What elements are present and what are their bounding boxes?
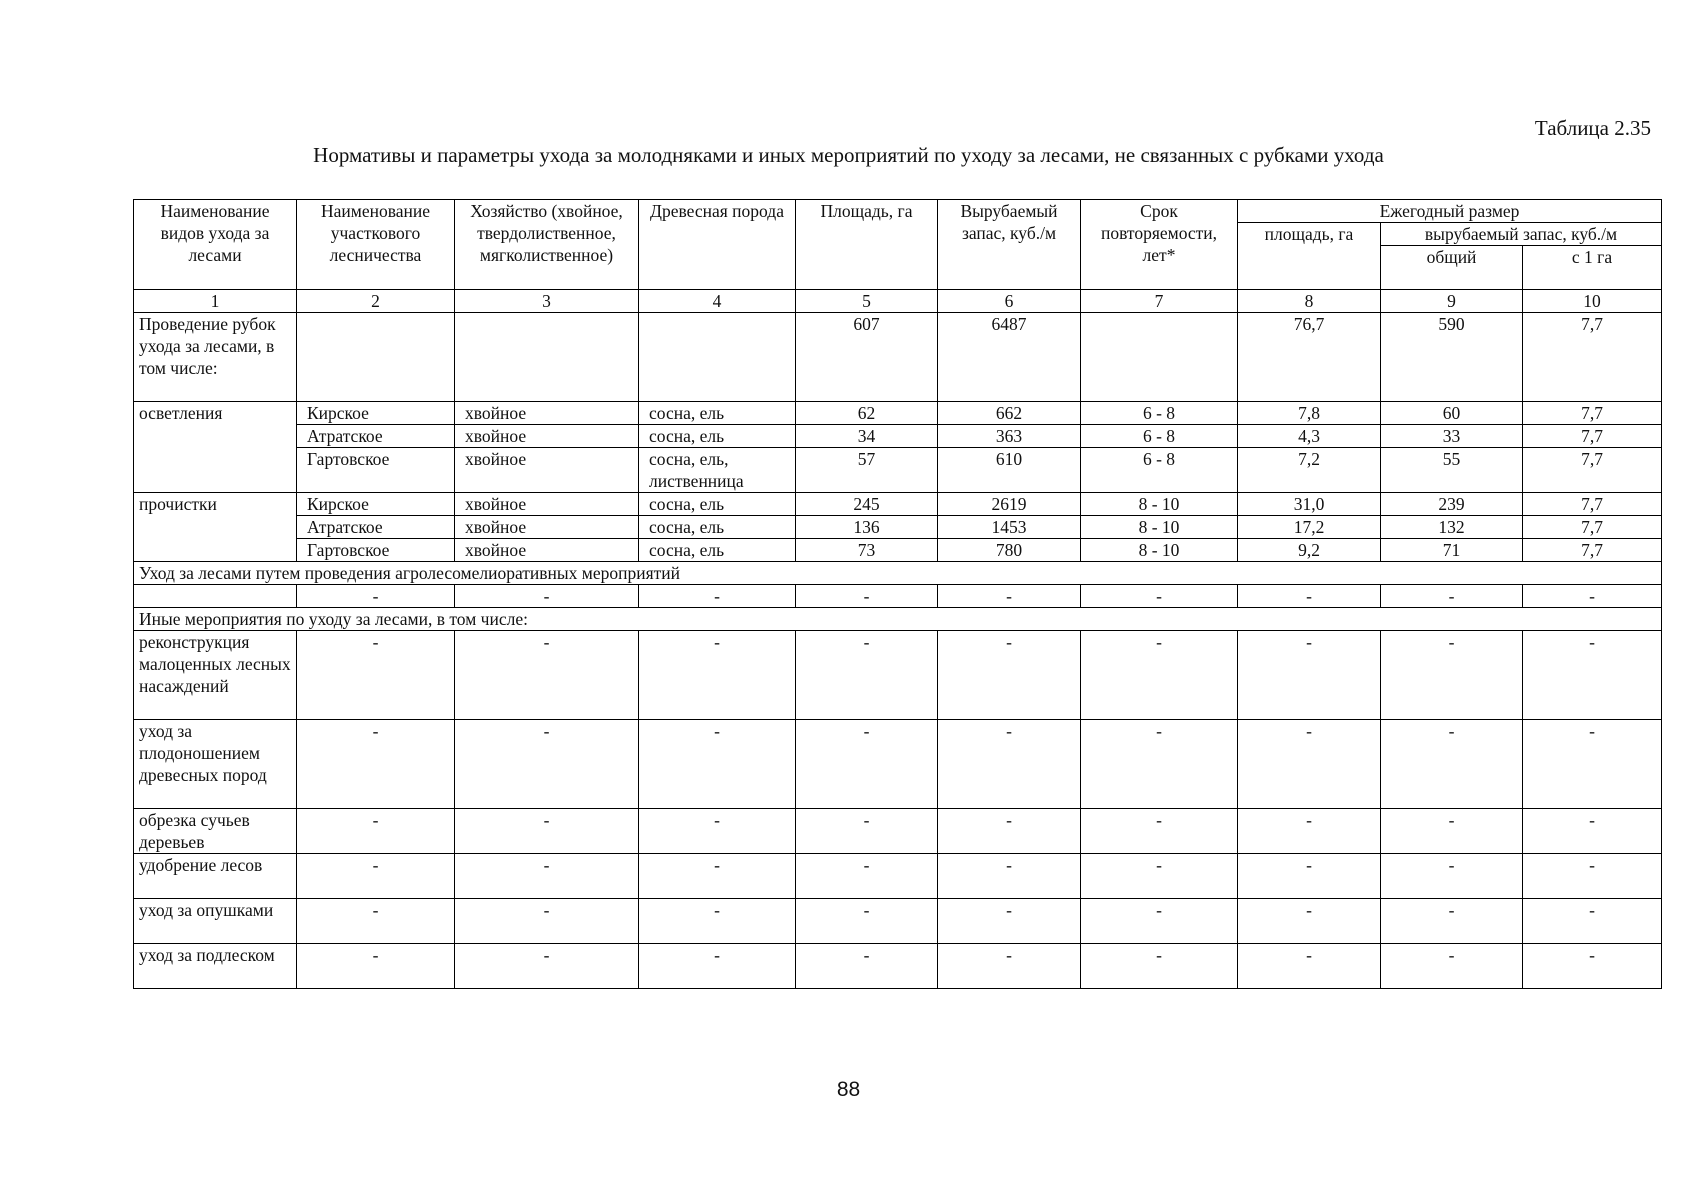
cell-farm: хвойное bbox=[455, 402, 639, 425]
column-number: 5 bbox=[796, 290, 938, 313]
cell-annual-total: 33 bbox=[1381, 425, 1523, 448]
cell-area: 62 bbox=[796, 402, 938, 425]
cell-per-ha: 7,7 bbox=[1523, 493, 1662, 516]
column-number: 6 bbox=[938, 290, 1081, 313]
dash-cell: - bbox=[639, 809, 796, 854]
table-row bbox=[134, 720, 1662, 809]
dash-cell: - bbox=[1381, 631, 1523, 720]
dash-cell: - bbox=[1523, 899, 1662, 944]
cell-district: Кирское bbox=[297, 493, 455, 516]
cell-volume: 662 bbox=[938, 402, 1081, 425]
dash-cell: - bbox=[1381, 809, 1523, 854]
column-number: 7 bbox=[1081, 290, 1238, 313]
cell-period: 8 - 10 bbox=[1081, 539, 1238, 562]
dash-cell: - bbox=[796, 899, 938, 944]
header-period: Срок повторяемости, лет* bbox=[1081, 200, 1238, 290]
dash-cell: - bbox=[938, 899, 1081, 944]
forest-care-table bbox=[133, 199, 1662, 989]
dash-cell: - bbox=[796, 809, 938, 854]
group-name: прочистки bbox=[134, 493, 297, 562]
dash-cell: - bbox=[1081, 944, 1238, 989]
cell-volume: 6487 bbox=[938, 313, 1081, 402]
dash-cell: - bbox=[938, 585, 1081, 608]
dash-cell: - bbox=[1381, 944, 1523, 989]
cell-area: 73 bbox=[796, 539, 938, 562]
table-number: Таблица 2.35 bbox=[1534, 116, 1651, 140]
header-area: Площадь, га bbox=[796, 200, 938, 290]
cell-farm: хвойное bbox=[455, 448, 639, 493]
row-name: реконструкция малоценных лесных насаждений bbox=[134, 631, 297, 720]
row-name: уход за опушками bbox=[134, 899, 297, 944]
cell-volume: 363 bbox=[938, 425, 1081, 448]
dash-cell: - bbox=[455, 720, 639, 809]
cell-annual-area: 4,3 bbox=[1238, 425, 1381, 448]
cell-per-ha: 7,7 bbox=[1523, 425, 1662, 448]
dash-cell: - bbox=[796, 854, 938, 899]
table-row bbox=[134, 899, 1662, 944]
header-species: Древесная порода bbox=[639, 200, 796, 290]
cell-species: сосна, ель bbox=[639, 516, 796, 539]
cell-farm: хвойное bbox=[455, 493, 639, 516]
column-number: 9 bbox=[1381, 290, 1523, 313]
section-row-agro bbox=[134, 562, 1662, 585]
dash-cell: - bbox=[297, 809, 455, 854]
cell-district: Гартовское bbox=[297, 539, 455, 562]
dash-cell: - bbox=[1381, 899, 1523, 944]
cell-period: 8 - 10 bbox=[1081, 493, 1238, 516]
table-header bbox=[134, 200, 1662, 313]
dash-cell: - bbox=[1081, 899, 1238, 944]
cell-annual-area: 7,8 bbox=[1238, 402, 1381, 425]
table-row bbox=[134, 631, 1662, 720]
dash-cell: - bbox=[1081, 854, 1238, 899]
cell-annual-total: 590 bbox=[1381, 313, 1523, 402]
cell-period: 6 - 8 bbox=[1081, 425, 1238, 448]
header-farm: Хозяйство (хвойное, твердолиственное, мягколиственное) bbox=[455, 200, 639, 290]
dash-cell: - bbox=[938, 809, 1081, 854]
table-row bbox=[134, 854, 1662, 899]
cell-species: сосна, ель, лиственница bbox=[639, 448, 796, 493]
dash-cell: - bbox=[297, 720, 455, 809]
cell-period: 8 - 10 bbox=[1081, 516, 1238, 539]
dash-cell: - bbox=[455, 944, 639, 989]
dash-cell: - bbox=[639, 585, 796, 608]
cell-volume: 610 bbox=[938, 448, 1081, 493]
cell-area: 57 bbox=[796, 448, 938, 493]
column-number: 10 bbox=[1523, 290, 1662, 313]
dash-cell: - bbox=[639, 899, 796, 944]
row-name: уход за плодоношением древесных пород bbox=[134, 720, 297, 809]
column-number: 3 bbox=[455, 290, 639, 313]
cell-period: 6 - 8 bbox=[1081, 448, 1238, 493]
cell-period: 6 - 8 bbox=[1081, 402, 1238, 425]
dash-cell: - bbox=[1381, 854, 1523, 899]
cell-farm: хвойное bbox=[455, 539, 639, 562]
dash-cell: - bbox=[796, 585, 938, 608]
table-row bbox=[134, 809, 1662, 854]
section-row-other bbox=[134, 608, 1662, 631]
cell-district: Атратское bbox=[297, 425, 455, 448]
dash-cell: - bbox=[1238, 720, 1381, 809]
dash-cell: - bbox=[938, 854, 1081, 899]
dash-cell: - bbox=[1523, 720, 1662, 809]
dash-cell: - bbox=[1238, 854, 1381, 899]
cell-annual-area: 9,2 bbox=[1238, 539, 1381, 562]
header-annual-per-ha: с 1 га bbox=[1523, 246, 1662, 290]
header-care-type: Наименование видов ухода за лесами bbox=[134, 200, 297, 290]
dash-cell: - bbox=[1523, 809, 1662, 854]
dash-cell: - bbox=[796, 944, 938, 989]
dash-cell: - bbox=[639, 720, 796, 809]
column-number: 8 bbox=[1238, 290, 1381, 313]
dash-cell: - bbox=[1381, 720, 1523, 809]
table-row bbox=[134, 402, 1662, 425]
dash-cell: - bbox=[1238, 585, 1381, 608]
table-row bbox=[134, 448, 1662, 493]
table-title: Нормативы и параметры ухода за молодняками и иных мероприятий по уходу за лесами, не связанных с рубками ухода bbox=[313, 143, 1384, 167]
table-row bbox=[134, 516, 1662, 539]
cell-per-ha: 7,7 bbox=[1523, 402, 1662, 425]
dash-cell: - bbox=[1523, 631, 1662, 720]
dash-cell: - bbox=[938, 720, 1081, 809]
table-row bbox=[134, 585, 1662, 608]
column-number: 2 bbox=[297, 290, 455, 313]
table-row bbox=[134, 539, 1662, 562]
section-title-other: Иные мероприятия по уходу за лесами, в том числе: bbox=[134, 608, 1662, 631]
cell-annual-total: 239 bbox=[1381, 493, 1523, 516]
cell-per-ha: 7,7 bbox=[1523, 448, 1662, 493]
dash-cell: - bbox=[297, 944, 455, 989]
cell-district: Атратское bbox=[297, 516, 455, 539]
row-name: уход за подлеском bbox=[134, 944, 297, 989]
dash-cell: - bbox=[455, 585, 639, 608]
dash-cell: - bbox=[1238, 809, 1381, 854]
dash-cell: - bbox=[1081, 809, 1238, 854]
cell-area: 136 bbox=[796, 516, 938, 539]
header-annual-area: площадь, га bbox=[1238, 223, 1381, 290]
dash-cell: - bbox=[455, 854, 639, 899]
dash-cell: - bbox=[297, 585, 455, 608]
dash-cell: - bbox=[1238, 944, 1381, 989]
cell-species: сосна, ель bbox=[639, 493, 796, 516]
dash-cell: - bbox=[297, 899, 455, 944]
column-number: 1 bbox=[134, 290, 297, 313]
dash-cell: - bbox=[1081, 720, 1238, 809]
dash-cell: - bbox=[455, 631, 639, 720]
group-name: осветления bbox=[134, 402, 297, 493]
column-number: 4 bbox=[639, 290, 796, 313]
dash-cell: - bbox=[639, 631, 796, 720]
cell-annual-area: 76,7 bbox=[1238, 313, 1381, 402]
cell-area: 607 bbox=[796, 313, 938, 402]
cell-volume: 2619 bbox=[938, 493, 1081, 516]
dash-cell: - bbox=[639, 944, 796, 989]
header-district: Наименование участкового лесничества bbox=[297, 200, 455, 290]
cell-annual-total: 132 bbox=[1381, 516, 1523, 539]
cell-area: 34 bbox=[796, 425, 938, 448]
table-row bbox=[134, 425, 1662, 448]
row-name: удобрение лесов bbox=[134, 854, 297, 899]
dash-cell: - bbox=[938, 944, 1081, 989]
cell-district: Гартовское bbox=[297, 448, 455, 493]
dash-cell: - bbox=[1081, 631, 1238, 720]
dash-cell: - bbox=[297, 631, 455, 720]
cell-annual-area: 7,2 bbox=[1238, 448, 1381, 493]
cell-farm: хвойное bbox=[455, 425, 639, 448]
cell-per-ha: 7,7 bbox=[1523, 539, 1662, 562]
header-annual-volume: вырубаемый запас, куб./м bbox=[1381, 223, 1662, 246]
cell-per-ha: 7,7 bbox=[1523, 313, 1662, 402]
dash-cell: - bbox=[455, 899, 639, 944]
cell-per-ha: 7,7 bbox=[1523, 516, 1662, 539]
cell-volume: 1453 bbox=[938, 516, 1081, 539]
section-title-agro: Уход за лесами путем проведения агролесомелиоративных мероприятий bbox=[134, 562, 1662, 585]
table-row bbox=[134, 493, 1662, 516]
dash-cell: - bbox=[455, 809, 639, 854]
header-annual: Ежегодный размер bbox=[1238, 200, 1662, 223]
cell-annual-area: 31,0 bbox=[1238, 493, 1381, 516]
column-numbers-row bbox=[134, 290, 1662, 313]
cell-annual-total: 60 bbox=[1381, 402, 1523, 425]
dash-cell: - bbox=[796, 631, 938, 720]
dash-cell: - bbox=[1523, 944, 1662, 989]
row-name: обрезка сучьев деревьев bbox=[134, 809, 297, 854]
cell-annual-total: 71 bbox=[1381, 539, 1523, 562]
dash-cell: - bbox=[1523, 585, 1662, 608]
dash-cell: - bbox=[1523, 854, 1662, 899]
cell-volume: 780 bbox=[938, 539, 1081, 562]
dash-cell: - bbox=[1238, 631, 1381, 720]
dash-cell: - bbox=[639, 854, 796, 899]
cell-species: сосна, ель bbox=[639, 539, 796, 562]
dash-cell: - bbox=[796, 720, 938, 809]
page-number: 88 bbox=[836, 1078, 861, 1101]
dash-cell: - bbox=[1381, 585, 1523, 608]
cell-district: Кирское bbox=[297, 402, 455, 425]
dash-cell: - bbox=[1081, 585, 1238, 608]
cell-farm: хвойное bbox=[455, 516, 639, 539]
header-volume: Вырубаемый запас, куб./м bbox=[938, 200, 1081, 290]
table-body bbox=[134, 313, 1662, 989]
table-row bbox=[134, 313, 1662, 402]
cell-area: 245 bbox=[796, 493, 938, 516]
row-name: Проведение рубок ухода за лесами, в том числе: bbox=[134, 313, 297, 402]
dash-cell: - bbox=[297, 854, 455, 899]
cell-species: сосна, ель bbox=[639, 402, 796, 425]
cell-annual-area: 17,2 bbox=[1238, 516, 1381, 539]
header-annual-total: общий bbox=[1381, 246, 1523, 290]
cell-annual-total: 55 bbox=[1381, 448, 1523, 493]
dash-cell: - bbox=[938, 631, 1081, 720]
table-row bbox=[134, 944, 1662, 989]
dash-cell: - bbox=[1238, 899, 1381, 944]
cell-species: сосна, ель bbox=[639, 425, 796, 448]
